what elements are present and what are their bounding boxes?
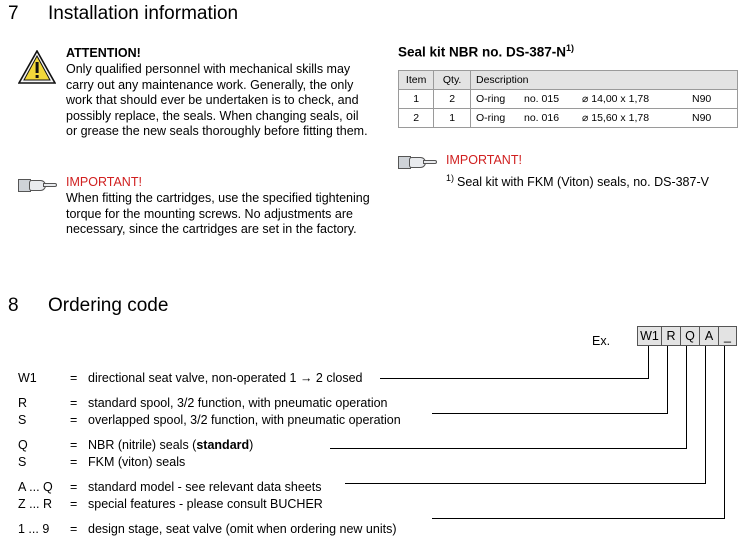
cell-desc-material: N90 xyxy=(692,112,732,124)
legend-text: special features - please consult BUCHER xyxy=(88,496,738,514)
cell-desc-type: O-ring xyxy=(476,93,524,105)
pointing-hand-icon xyxy=(18,175,66,193)
cell-description xyxy=(471,90,738,109)
legend-equals: = xyxy=(70,479,88,497)
important-left-title: IMPORTANT! xyxy=(66,175,373,190)
cell-desc-material: N90 xyxy=(692,93,732,105)
legend-key: S xyxy=(18,412,70,430)
legend-row xyxy=(18,454,738,472)
cell-qty: 2 xyxy=(434,90,471,109)
cell-qty: 1 xyxy=(434,109,471,128)
legend-equals: = xyxy=(70,437,88,455)
legend-text: FKM (viton) seals xyxy=(88,454,738,472)
cell-desc-dimension: ⌀ 14,00 x 1,78 xyxy=(582,93,692,105)
legend-text: design stage, seat valve (omit when ordering new units) xyxy=(88,521,738,538)
legend-row xyxy=(18,521,738,538)
table-header-row xyxy=(399,71,738,90)
legend-equals: = xyxy=(70,412,88,430)
important-block-right xyxy=(398,152,743,190)
example-label: Ex. xyxy=(592,334,610,348)
seal-kit-title-footnote: 1) xyxy=(566,43,574,53)
important-left-body: When fitting the cartridges, use the specified tightening torque for the mounting screws. No adjustments are necessary, since the cartridges are set in the factory. xyxy=(66,191,373,237)
legend-key: R xyxy=(18,395,70,413)
legend-text: standard spool, 3/2 function, with pneumatic operation xyxy=(88,395,738,413)
seal-kit-table xyxy=(398,70,738,128)
cell-desc-number: no. 016 xyxy=(524,112,582,124)
legend-text-pre: NBR (nitrile) seals ( xyxy=(88,438,196,452)
column-header-qty: Qty. xyxy=(434,71,471,90)
code-box-2: R xyxy=(661,326,680,346)
legend-text: standard model - see relevant data sheets xyxy=(88,479,738,497)
ordering-code-boxes xyxy=(637,326,737,346)
section-heading-8 xyxy=(8,295,168,317)
attention-block xyxy=(18,46,373,139)
section-title: Ordering code xyxy=(48,295,168,317)
legend-row xyxy=(18,437,738,455)
legend-equals: = xyxy=(70,521,88,538)
table-row xyxy=(399,90,738,109)
important-right-title: IMPORTANT! xyxy=(446,152,709,168)
legend-text-bold: standard xyxy=(196,438,249,452)
legend-row xyxy=(18,370,738,388)
section-heading-7 xyxy=(8,3,238,25)
code-box-4: A xyxy=(699,326,718,346)
legend-key: S xyxy=(18,454,70,472)
cell-item: 2 xyxy=(399,109,434,128)
legend-row xyxy=(18,412,738,430)
section-title: Installation information xyxy=(48,3,238,25)
legend-row xyxy=(18,395,738,413)
seal-kit-title-text: Seal kit NBR no. DS-387-N xyxy=(398,45,566,60)
attention-body: Only qualified personnel with mechanical skills may carry out any maintenance work. Generally, the only work that should ever be undertaken is to check, and possibly replace, the seals. When changing seals, oil or grease the new seals thoroughly before fitting them. xyxy=(66,62,373,139)
section-number: 8 xyxy=(8,295,48,317)
cell-desc-dimension: ⌀ 15,60 x 1,78 xyxy=(582,112,692,124)
legend-text: overlapped spool, 3/2 function, with pneumatic operation xyxy=(88,412,738,430)
table-row xyxy=(399,109,738,128)
cell-desc-number: no. 015 xyxy=(524,93,582,105)
cell-description xyxy=(471,109,738,128)
legend-key: A ... Q xyxy=(18,479,70,497)
section-number: 7 xyxy=(8,3,48,25)
footnote-text: Seal kit with FKM (Viton) seals, no. DS-387-V xyxy=(457,175,709,189)
seal-kit-title xyxy=(398,43,574,60)
legend-key: W1 xyxy=(18,370,70,388)
legend-text: directional seat valve, non-operated 1 → 2 closed xyxy=(88,370,738,388)
code-box-3: Q xyxy=(680,326,699,346)
column-header-item: Item xyxy=(399,71,434,90)
warning-triangle-icon xyxy=(18,46,66,84)
legend-equals: = xyxy=(70,454,88,472)
important-right-footnote xyxy=(446,170,709,190)
code-box-1: W1 xyxy=(637,326,661,346)
cell-desc-type: O-ring xyxy=(476,112,524,124)
attention-title: ATTENTION! xyxy=(66,46,373,61)
legend-text xyxy=(88,437,738,455)
legend-row xyxy=(18,496,738,514)
legend-key: Z ... R xyxy=(18,496,70,514)
legend-equals: = xyxy=(70,496,88,514)
code-box-5: _ xyxy=(718,326,737,346)
legend-key: 1 ... 9 xyxy=(18,521,70,538)
pointing-hand-icon xyxy=(398,152,446,170)
cell-item: 1 xyxy=(399,90,434,109)
legend-row xyxy=(18,479,738,497)
column-header-description: Description xyxy=(471,71,738,90)
footnote-mark: 1) xyxy=(446,173,454,183)
important-block-left xyxy=(18,175,373,238)
legend-key: Q xyxy=(18,437,70,455)
ordering-code-legend xyxy=(18,370,738,538)
legend-equals: = xyxy=(70,395,88,413)
legend-text-post: ) xyxy=(249,438,253,452)
legend-equals: = xyxy=(70,370,88,388)
